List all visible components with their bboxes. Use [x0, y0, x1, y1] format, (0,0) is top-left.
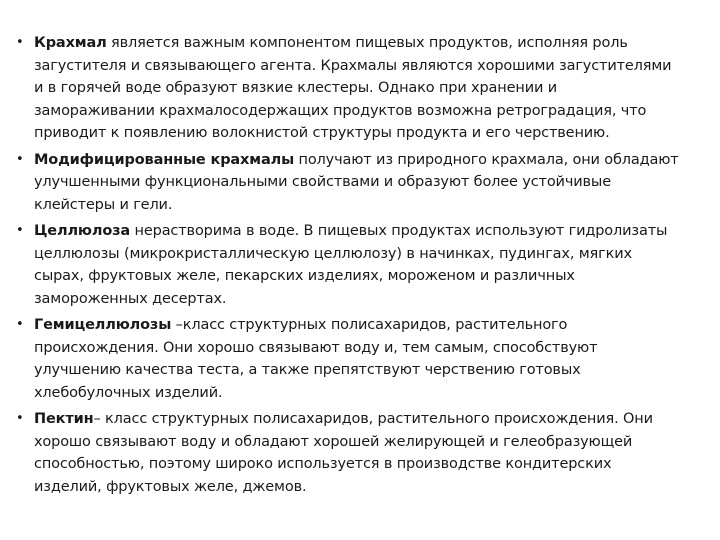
bullet-item-modified-starch — [16, 149, 680, 217]
term-pectin: Пектин — [34, 411, 94, 427]
bullet-item-cellulose — [16, 220, 680, 310]
text-pectin: – класс структурных полисахаридов, растительного происхождения. Они хорошо связывают воду и обладают хорошей желирующей и гелеобразующей способностью, поэтому широко используется в производстве кондитерских изделий, фруктовых желе, джемов. — [34, 411, 653, 495]
bullet-icon: • — [16, 411, 24, 426]
text-starch: является важным компонентом пищевых продуктов, исполняя роль загустителя и связывающего агента. Крахмалы являются хорошими загустителями и в горячей воде образуют вязкие клестеры. Однако при хранении и замораживании крахмалосодержащих продуктов возможна ретроградация, что приводит к появлению волокнистой структуры продукта и его черствению. — [34, 35, 672, 141]
term-starch: Крахмал — [34, 35, 107, 51]
bullet-item-hemicellulose — [16, 314, 680, 404]
bullet-item-starch — [16, 32, 680, 145]
bullet-icon: • — [16, 223, 24, 238]
bullet-icon: • — [16, 317, 24, 332]
term-hemicellulose: Гемицеллюлозы — [34, 317, 172, 333]
text-modified-starch: получают из природного крахмала, они обладают улучшенными функциональными свойствами и образуют более устойчивые клейстеры и гели. — [34, 151, 679, 213]
text-hemicellulose: –класс структурных полисахаридов, растительного происхождения. Они хорошо связывают воду и, тем самым, способствуют улучшению качества теста, а также препятствуют черствению готовых хлебобулочных изделий. — [34, 317, 598, 401]
term-modified-starch: Модифицированные крахмалы — [34, 151, 295, 168]
bullet-item-pectin — [16, 408, 680, 498]
bullet-icon: • — [16, 151, 24, 167]
term-cellulose: Целлюлоза — [34, 223, 131, 239]
bullet-list — [16, 32, 680, 498]
text-cellulose: нерастворима в воде. В пищевых продуктах используют гидролизаты целлюлозы (микрокристаллическую целлюлозу) в начинках, пудингах, мягких сырах, фруктовых желе, пекарских изделиях, мороженом и различных замороженных десертах. — [34, 223, 668, 307]
bullet-icon: • — [16, 35, 24, 50]
